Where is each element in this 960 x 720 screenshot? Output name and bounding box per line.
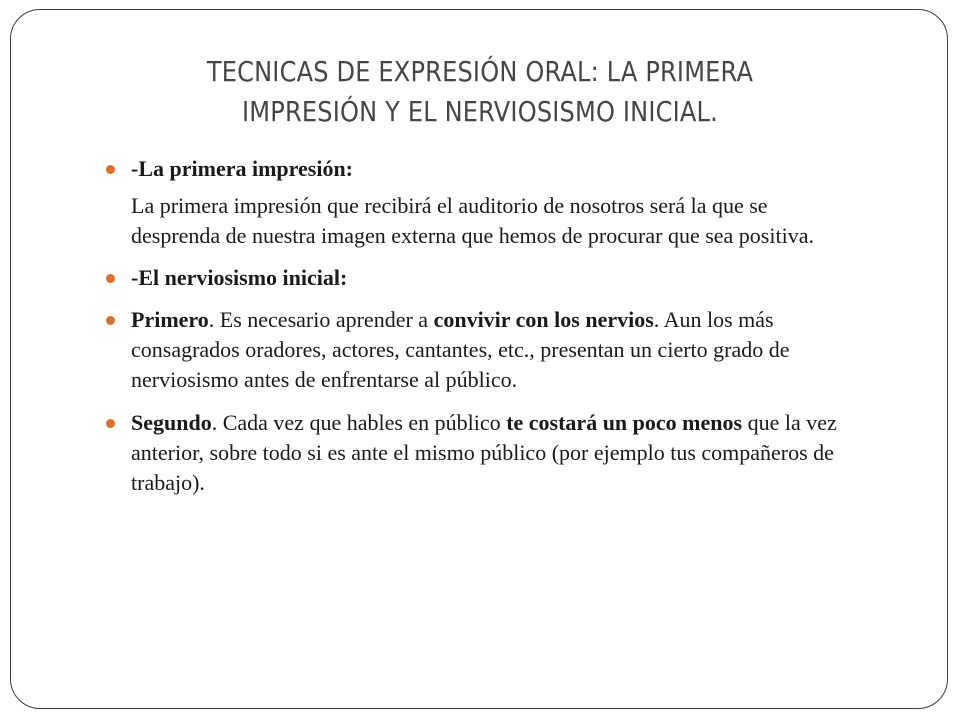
slide-body [106,154,846,498]
bullet-dot-icon [106,316,115,325]
slide-title [102,52,859,132]
section-heading: -El nerviosismo inicial: [131,265,348,290]
title-line-1: TECNICAS DE EXPRESIÓN ORAL: LA PRIMERA [206,55,754,88]
point-text: . Cada vez que hables en público [211,410,507,435]
point-text: que la vez anterior, sobre todo si es ante el mismo público (por ejemplo tus compañeros de trabajo). [131,410,837,495]
point-text: . Es necesario aprender a [208,307,434,332]
bullet-dot-icon [106,274,115,283]
point-lead: Segundo [131,410,212,435]
primera-impresion-paragraph: La primera impresión que recibirá el auditorio de nosotros será la que se desprenda de nuestra imagen externa que hemos de procurar que sea positiva. [131,193,814,248]
bullet-nerviosismo-inicial [106,263,846,293]
section-heading: -La primera impresión: [131,156,354,181]
point-emphasis: convivir con los nervios [433,307,654,332]
bullet-dot-icon [106,419,115,428]
bullet-primera-impresion [106,154,846,184]
point-text: . Aun los más consagrados oradores, actores, cantantes, etc., presentan un cierto grado de nerviosismo antes de enfrentarse al público. [131,307,790,392]
bullet-dot-icon [106,165,115,174]
bullet-segundo [106,408,846,498]
title-line-2: IMPRESIÓN Y EL NERVIOSISMO INICIAL. [242,95,718,128]
bullet-primero [106,305,846,395]
point-lead: Primero [131,307,209,332]
point-emphasis: te costará un poco menos [506,410,743,435]
